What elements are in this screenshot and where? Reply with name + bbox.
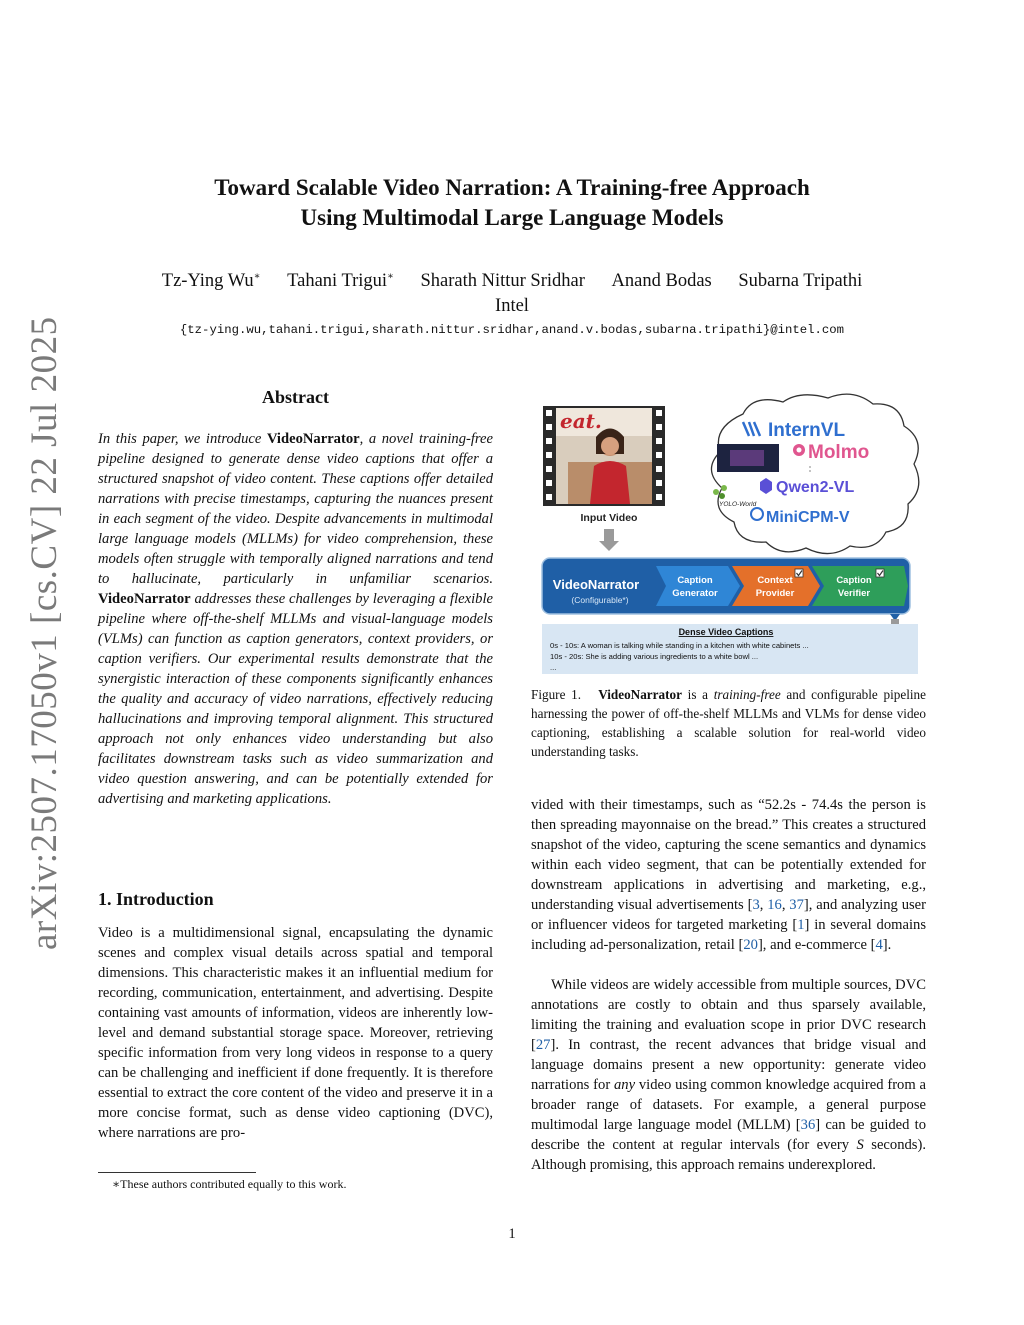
intro-paragraph: Video is a multidimensional signal, encapsulating the dynamic scenes and complex visual details across spatial and temporal dimensions. This characteristic makes it an influential medium for recording, communication, entertainment, and advertising. Despite containing vast amounts of information, videos are inherently low-level and demand substantial storage space. Moreover, retrieving specific information from very long videos in response to a query can be challenging and inefficient if done frequently. It is therefore essential to extract the core content of the video and preserve it in a more concise format, such as dense video captioning (DVC), where narrations are pro- (98, 925, 493, 1141)
paper-title-line1: Toward Scalable Video Narration: A Training-free Approach (214, 175, 810, 200)
model-molmo: Molmo (808, 442, 870, 463)
pipeline-name: VideoNarrator (552, 577, 640, 592)
model-yolo-world: YOLO-World (719, 501, 757, 508)
stage-context-provider (732, 566, 820, 606)
dense-caption-line: 0s - 10s: A woman is talking while standing in a kitchen with white cabinets ... (550, 641, 809, 650)
dense-captions-title: Dense Video Captions (678, 627, 774, 637)
stage1-label-bottom: Generator (672, 588, 718, 599)
dense-caption-line: ... (550, 663, 557, 672)
pipeline-bar (542, 558, 910, 621)
eat-logo-text: eat. (560, 409, 602, 433)
author-emails: {tz-ying.wu,tahani.trigui,sharath.nittur.sridhar,anand.v.bodas,subarna.tripathi}@intel.com (179, 323, 845, 337)
arxiv-stamp (22, 316, 68, 950)
footnote: ∗These authors contributed equally to this work. (112, 1177, 347, 1191)
author-list (110, 271, 914, 292)
checkbox-icon (876, 569, 884, 577)
stage2-label-top: Context (757, 575, 793, 586)
input-video-thumbnail (543, 406, 665, 506)
figure-1-caption: Figure 1. VideoNarrator is a training-free and configurable pipeline harnessing the power of off-the-shelf MLLMs and VLMs for dense video captioning, establishing a scalable solution for real-world video understanding tasks. (531, 687, 926, 759)
affiliation: Intel (495, 296, 529, 316)
stage-caption-generator (656, 566, 740, 606)
page-number: 1 (508, 1226, 516, 1242)
dense-caption-line: 10s - 20s: She is adding various ingredients to a white bowl ... (550, 652, 759, 661)
stage3-label-top: Caption (836, 575, 872, 586)
figure-1 (538, 392, 926, 678)
right-column-paragraph-2: While videos are widely accessible from multiple sources, DVC annotations are costly to obtain and thus sparsely available, limiting the training and evaluation scope in prior DVC research [27]. In contrast, the recent advances that bridge visual and language domains present a new opportunity: generate video narrations for any video using common knowledge acquired from a broader range of datasets. For example, a general purpose multimodal large language model (MLLM) [36] can be guided to describe the content at regular intervals (for every S seconds). Although promising, this approach remains underexplored. (531, 977, 926, 1173)
model-cloud (711, 394, 918, 553)
footnote-rule (98, 1172, 256, 1173)
model-internvl: InternVL (768, 420, 846, 441)
checkbox-icon (795, 569, 803, 577)
right-column-paragraph-1: vided with their timestamps, such as “52.2s - 74.4s the person is then spreading mayonnaise on the bread.” This creates a structured snapshot of the video, capturing the scene semantics and dynamics within each video segment, that can be potentially extended for downstream applications in advertising and marketing, e.g., understanding visual advertisements [3, 16, 37], and analyzing user or influencer videos for targeted marketing [1] in several domains including ad-personalization, retail [20], and e-commerce [4]. (531, 797, 927, 953)
model-qwen2-vl: Qwen2-VL (776, 479, 855, 496)
molmo-icon (793, 444, 805, 456)
stage2-label-bottom: Provider (755, 588, 795, 599)
down-arrow-icon (599, 529, 619, 551)
author: Tz-Ying Wu∗ (161, 271, 261, 292)
author: Anand Bodas (611, 271, 712, 292)
stage1-label-top: Caption (677, 575, 713, 586)
section-heading-introduction: 1. Introduction (98, 889, 214, 909)
author: Tahani Trigui∗ (287, 271, 394, 292)
author: Subarna Tripathi (738, 271, 863, 292)
input-video-label: Input Video (580, 512, 638, 524)
paper-title-line2: Using Multimodal Large Language Models (300, 205, 724, 230)
author: Sharath Nittur Sridhar (420, 271, 585, 292)
stage3-label-bottom: Verifier (837, 588, 871, 599)
pipeline-configurable: (Configurable*) (571, 595, 629, 605)
stage-caption-verifier (812, 566, 908, 606)
abstract-heading: Abstract (262, 387, 329, 407)
model-minicpm-v: MiniCPM-V (766, 509, 850, 526)
arxiv-stamp-text: arXiv:2507.17050v1 [cs.CV] 22 Jul 2025 (24, 316, 65, 950)
abstract-body: In this paper, we introduce VideoNarrator, a novel training-free pipeline designed to generate dense video captions that offer a structured snapshot of video content. These captions offer detailed narrations with precise timestamps, capturing the nuances present in each segment of the video. Despite advancements in multimodal large language models (MLLMs) for video comprehension, these models often struggle with temporally aligned narrations and tend to hallucinate, particularly in unfamiliar scenarios. VideoNarrator addresses these challenges by leveraging a flexible pipeline where off-the-shelf MLLMs and visual-language models (VLMs) can function as caption generators, context providers, or caption verifiers. Our experimental results demonstrate that the synergistic interaction of these components significantly enhances the quality and accuracy of video narrations, effectively reducing hallucinations and improving temporal alignment. This structured approach not only enhances video understanding but also facilitates downstream tasks such as video summarization and video question answering, and can be potentially extended for advertising and marketing applications. (98, 431, 493, 807)
